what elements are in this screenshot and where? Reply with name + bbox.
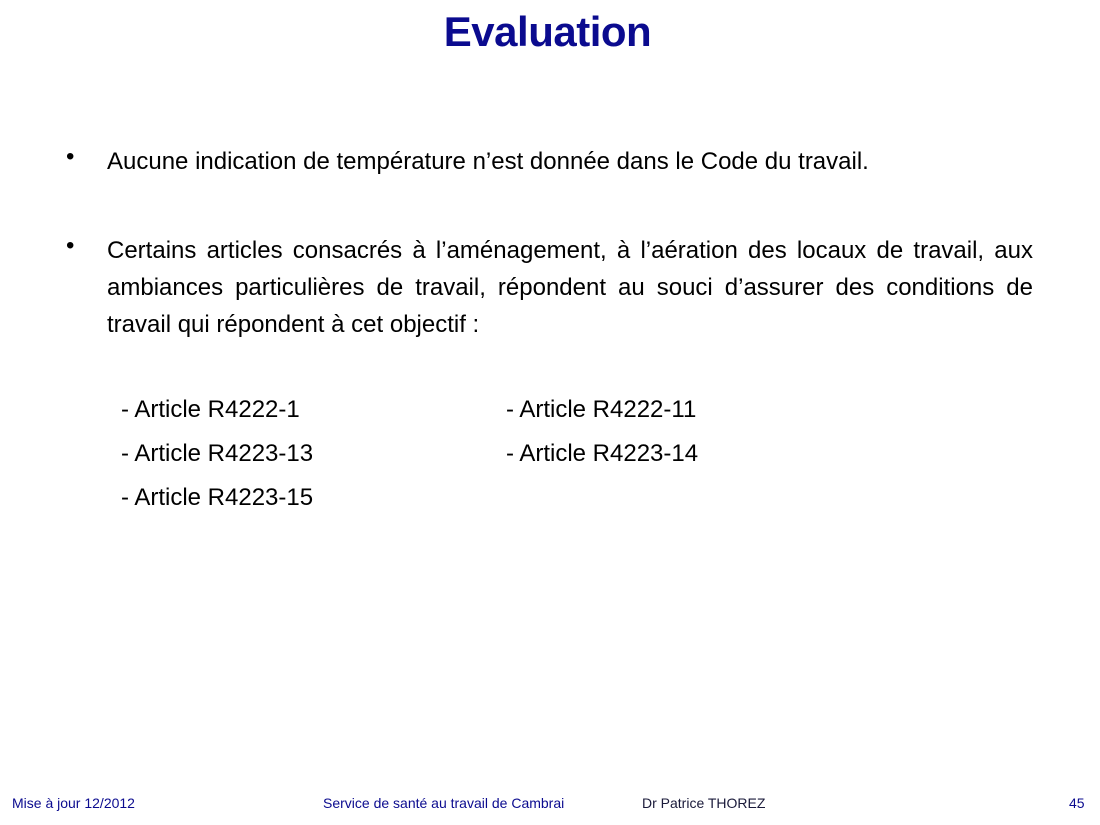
article-item: - Article R4223-14 — [506, 440, 699, 467]
bullet-text-2: Certains articles consacrés à l’aménagement, à l’aération des locaux de travail, aux ambiances particulières de travail, répondent au souci d’assurer des conditions de travail qui répondent à cet objectif : — [107, 237, 1033, 338]
article-item: - Article R4222-1 — [121, 396, 300, 423]
article-item: - Article R4222-11 — [506, 396, 697, 423]
bullet-marker: • — [66, 143, 75, 170]
footer-update-date: Mise à jour 12/2012 — [12, 795, 135, 811]
bullet-marker: • — [66, 232, 75, 259]
footer-author: Dr Patrice THOREZ — [642, 795, 766, 811]
footer-service: Service de santé au travail de Cambrai — [323, 795, 565, 811]
article-item: - Article R4223-15 — [121, 484, 314, 511]
bullet-text-1: Aucune indication de température n’est donnée dans le Code du travail. — [107, 148, 869, 175]
article-item: - Article R4223-13 — [121, 440, 314, 467]
slide-title: Evaluation — [443, 8, 652, 55]
footer-page-number: 45 — [1069, 795, 1085, 811]
